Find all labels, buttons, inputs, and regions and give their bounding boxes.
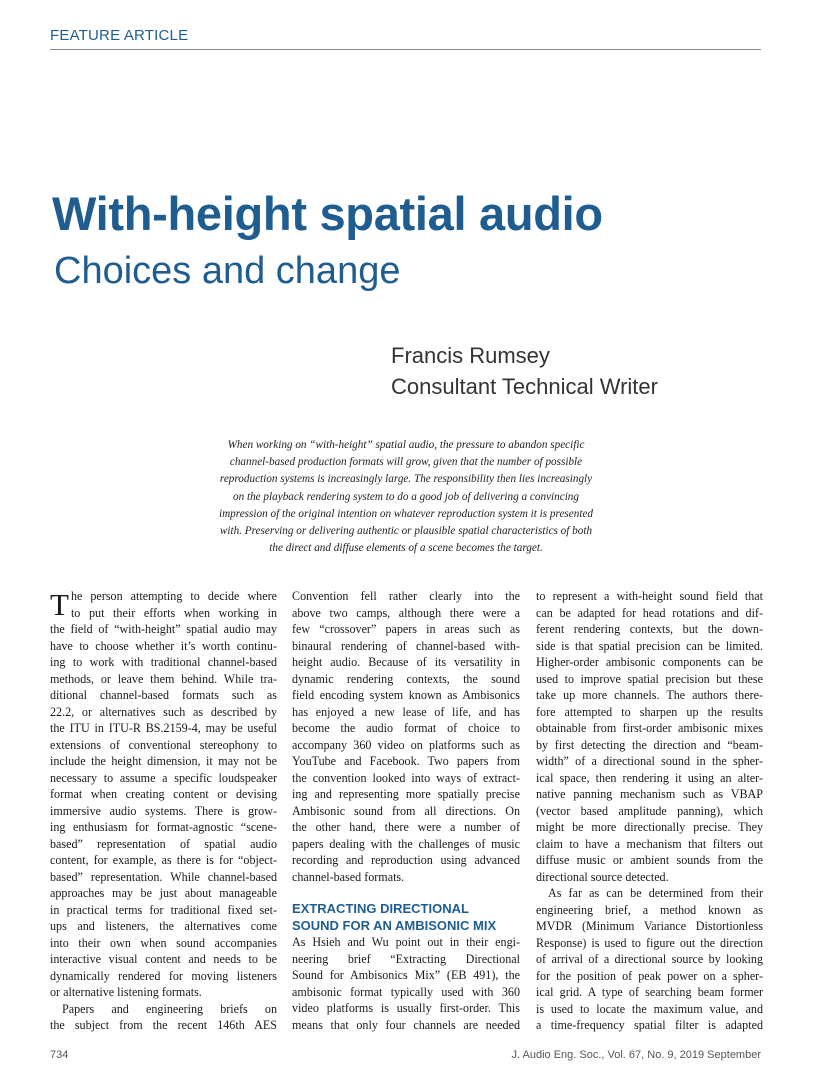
text-line: to put their efforts when working in: [70, 605, 277, 620]
text-line: MVDR (Minimum Variance Distortionless: [536, 919, 763, 933]
text-line: methods, or leave them behind. While tra-: [50, 671, 277, 686]
text-line: have to choose whether it’s worth continu-: [50, 638, 277, 653]
body-column-1: [50, 588, 277, 1034]
text-line: Sound for Ambisonics Mix” (EB 491), the: [292, 968, 520, 982]
text-line: necessary to assume a specific loudspeaker: [50, 770, 277, 785]
abstract-line: with. Preserving or delivering authentic or plausible spatial characteristics of both: [219, 525, 593, 538]
text-line: Higher-order ambisonic components can be: [536, 655, 763, 669]
paragraph: [536, 588, 763, 885]
text-line: channel-based formats.: [292, 869, 405, 884]
text-line: interactive visual content and needs to be: [50, 952, 277, 966]
body-column-2: [292, 588, 520, 1033]
text-line: ical space, then rendering it using an alter-: [536, 770, 763, 785]
header-rule: [50, 49, 761, 50]
page-number: 734: [50, 1049, 69, 1061]
text-line: content, for example, as there is for “object-: [50, 853, 277, 867]
text-line: diffuse music or ambient sounds from the: [536, 853, 763, 867]
text-line: accompany 360 video on platforms such as: [292, 737, 520, 752]
article-title: With-height spatial audio: [52, 187, 603, 240]
text-line: of arrival of a directional source by looking: [536, 952, 763, 966]
text-line: YouTube and Facebook. Two papers from: [292, 754, 520, 768]
text-line: to represent a with-height sound field that: [536, 589, 763, 603]
text-line: become the audio format of choice to: [292, 721, 520, 735]
text-line: might be more directionally precise. They: [536, 820, 763, 834]
abstract-line: impression of the original intention on whatever reproduction system it is presented: [218, 507, 593, 520]
paragraph: [50, 1001, 277, 1034]
text-line: directional source detected.: [536, 869, 669, 884]
text-line: ical grid. A type of searching beam former: [536, 985, 763, 999]
text-line: can be adapted for head rotations and dif-: [536, 605, 763, 620]
section-heading: SOUND FOR AN AMBISONIC MIX: [292, 917, 497, 933]
text-line: ambisonic format typically used with 360: [292, 984, 520, 999]
author-role: Consultant Technical Writer: [391, 374, 658, 399]
text-line: field encoding system known as Ambisonics: [292, 688, 520, 702]
abstract-line: on the playback rendering system to do a good job of delivering a convincing: [232, 490, 579, 503]
text-line: a time-frequency spatial filter is adapted: [536, 1018, 763, 1032]
text-line: extensions of conventional stereophony to: [50, 737, 277, 752]
text-line: include the height dimension, it may not be: [50, 754, 277, 768]
text-line: for the position of peak power on a spher-: [536, 968, 763, 983]
text-line: dynamic rendering contexts, the sound: [292, 671, 520, 686]
text-line: Convention fell rather clearly into the: [292, 589, 520, 603]
text-line: based” representation of spatial audio: [50, 836, 277, 851]
text-line: neering brief “Extracting Directional: [292, 951, 520, 966]
drop-cap: T: [50, 587, 69, 622]
text-line: claim to have a mechanism that filters out: [536, 836, 763, 851]
text-line: immersive audio systems. There is grow-: [50, 803, 277, 818]
section-heading: EXTRACTING DIRECTIONAL: [292, 901, 469, 916]
text-line: approaches may be just about manageable: [50, 886, 277, 900]
abstract: [183, 437, 629, 557]
section-label: FEATURE ARTICLE: [50, 27, 189, 44]
text-line: based” representation. While channel-based: [50, 869, 277, 884]
text-line: ups and listeners, the alternatives come: [50, 919, 277, 933]
text-line: format when creating content or devising: [50, 787, 277, 801]
text-line: Response) is used to figure out the direction: [536, 935, 763, 950]
text-line: ing enthusiasm for format-agnostic “scene-: [50, 820, 277, 834]
text-line: height audio. Because of its versatility in: [292, 655, 520, 669]
text-line: engineering brief, a method known as: [536, 902, 763, 917]
text-line: obtainable from first-order ambisonic mixes: [536, 721, 763, 735]
text-line: recording and reproduction using advanced: [292, 853, 520, 867]
text-line: As Hsieh and Wu point out in their engi-: [292, 935, 520, 949]
author-block: [391, 340, 658, 402]
paragraph: [292, 934, 520, 1033]
text-line: binaural rendering of channel-based with-: [292, 638, 520, 653]
text-line: side is that spatial precision can be limited.: [536, 638, 763, 653]
text-line: few “crossover” papers in areas such as: [292, 622, 520, 636]
text-line: the other hand, there were a number of: [292, 820, 520, 834]
abstract-line: reproduction systems is increasingly large. The responsibility then lies increasingly: [219, 473, 593, 486]
text-line: width” of a directional sound in the spher-: [536, 754, 763, 768]
text-line: video platforms is usually first-order. This: [292, 1001, 520, 1015]
text-line: ferent rendering contexts, but the down-: [536, 622, 763, 636]
text-line: Papers and engineering briefs on: [62, 1001, 277, 1016]
text-line: ing to work with traditional channel-based: [50, 655, 277, 669]
text-line: has enjoyed a new lease of life, and has: [292, 704, 520, 719]
spacer: [292, 885, 520, 901]
text-line: is used to locate the maximum value, and: [536, 1001, 763, 1016]
abstract-line: channel-based production formats will grow, given that the number of possible: [229, 456, 583, 469]
body-column-3: [536, 588, 763, 1034]
paragraph: [292, 588, 520, 885]
article-subtitle: Choices and change: [54, 250, 401, 292]
text-line: papers dealing with the challenges of music: [292, 836, 520, 851]
paragraph: [50, 621, 277, 1001]
text-line: ing and representing more spatially precise: [292, 787, 520, 801]
text-line: used to improve spatial precision but these: [536, 671, 763, 686]
text-line: into their own when sound accompanies: [50, 935, 277, 950]
text-line: above two camps, although there were a: [292, 605, 520, 620]
text-line: native panning mechanism such as VBAP: [536, 787, 763, 801]
text-line: ditional channel-based formats such as: [50, 688, 277, 702]
abstract-line: When working on “with-height” spatial audio, the pressure to abandon specific: [227, 439, 585, 451]
paragraph: [536, 885, 763, 1034]
text-line: dynamically rendered for moving listeners: [50, 968, 277, 983]
text-line: 22.2, or alternatives such as described by: [50, 704, 277, 719]
text-line: in practical terms for traditional fixed set-: [50, 902, 277, 917]
text-line: he person attempting to decide where: [70, 589, 277, 603]
journal-citation: J. Audio Eng. Soc., Vol. 67, No. 9, 2019 September: [511, 1049, 761, 1061]
abstract-line: the direct and diffuse elements of a scene becomes the target.: [269, 542, 543, 555]
text-line: means that only four channels are needed: [292, 1017, 520, 1032]
text-line: fore attempted to sharpen up the results: [536, 704, 763, 719]
text-line: the subject from the recent 146th AES: [50, 1018, 277, 1032]
text-line: by first detecting the direction and “beam-: [536, 737, 763, 752]
text-line: As far as can be determined from their: [548, 886, 763, 900]
text-line: the field of “with-height” spatial audio may: [50, 622, 277, 636]
text-line: (vector based amplitude panning), which: [536, 803, 763, 818]
author-name: Francis Rumsey: [391, 343, 550, 368]
text-line: the ITU in ITU-R BS.2159-4, may be useful: [50, 721, 277, 735]
text-line: Ambisonic sound from all directions. On: [292, 803, 520, 818]
text-line: take up more channels. The authors there-: [536, 688, 763, 702]
text-line: or alternative listening formats.: [50, 985, 202, 999]
text-line: the convention looked into ways of extract-: [292, 770, 520, 785]
